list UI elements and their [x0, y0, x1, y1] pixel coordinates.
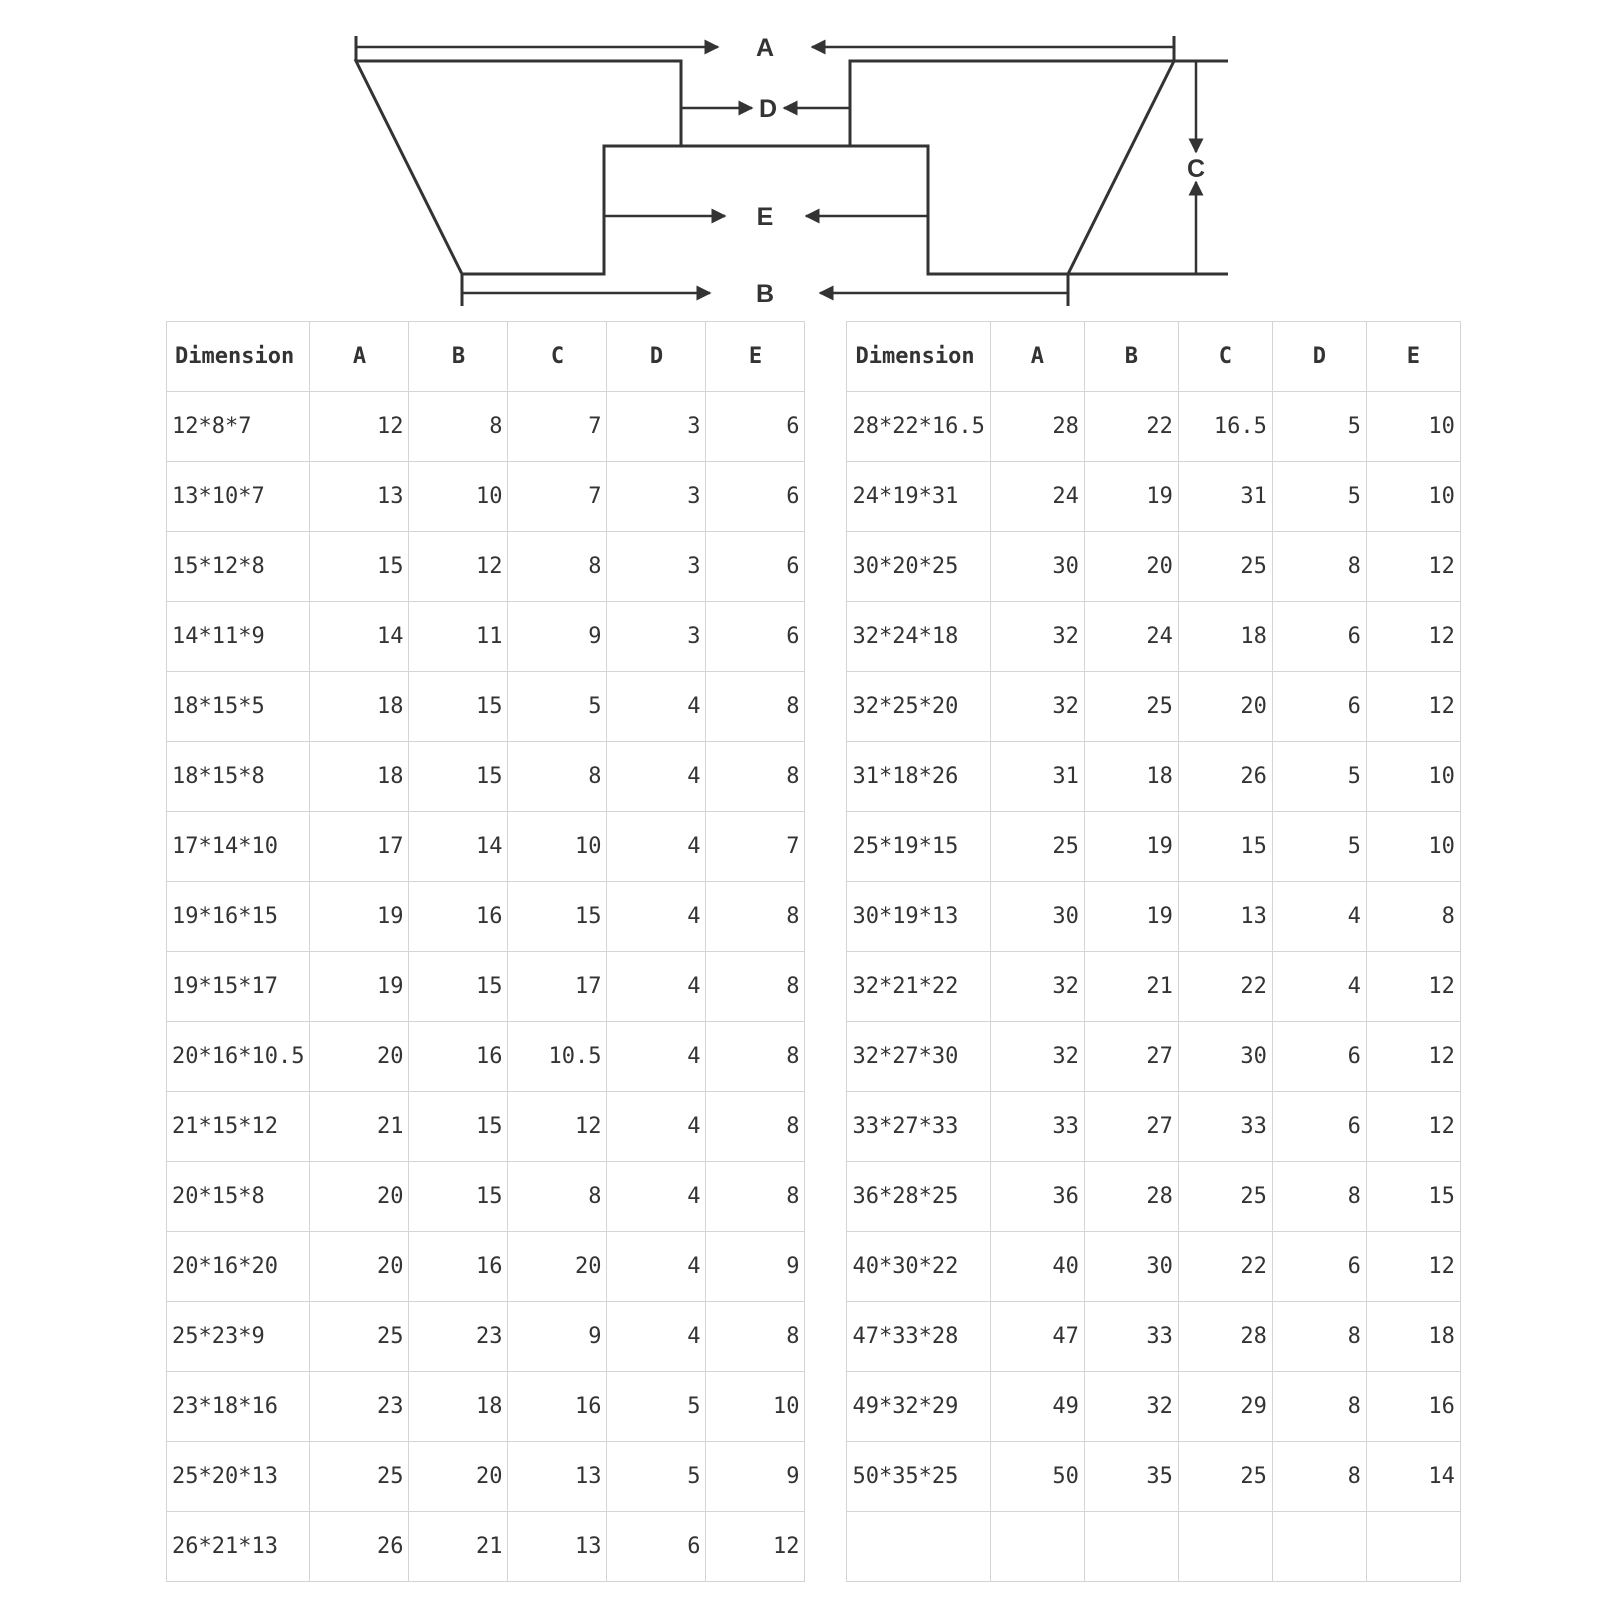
table-gap-cell — [805, 1302, 847, 1372]
dimension-cell: 32*25*20 — [847, 672, 990, 742]
value-cell: 24 — [990, 462, 1084, 532]
value-cell: 13 — [508, 1442, 607, 1512]
header-b-left: B — [409, 322, 508, 392]
value-cell: 19 — [1084, 462, 1178, 532]
header-d-right: D — [1272, 322, 1366, 392]
table-gap-cell — [805, 952, 847, 1022]
value-cell — [1366, 1512, 1460, 1582]
value-cell: 25 — [990, 812, 1084, 882]
table-row — [167, 742, 1461, 812]
value-cell: 5 — [1272, 742, 1366, 812]
header-a-left: A — [310, 322, 409, 392]
value-cell: 9 — [706, 1442, 805, 1512]
value-cell: 12 — [1366, 602, 1460, 672]
value-cell: 32 — [990, 952, 1084, 1022]
value-cell: 25 — [310, 1302, 409, 1372]
table-row — [167, 1022, 1461, 1092]
value-cell: 14 — [1366, 1442, 1460, 1512]
header-b-right: B — [1084, 322, 1178, 392]
value-cell: 12 — [1366, 1092, 1460, 1162]
value-cell: 25 — [310, 1442, 409, 1512]
dimension-cell: 19*16*15 — [167, 882, 310, 952]
label-c: C — [1186, 155, 1206, 183]
value-cell: 20 — [1178, 672, 1272, 742]
dimension-cell: 20*16*20 — [167, 1232, 310, 1302]
value-cell: 7 — [508, 392, 607, 462]
value-cell: 10 — [409, 462, 508, 532]
value-cell: 12 — [409, 532, 508, 602]
dimension-cell: 25*23*9 — [167, 1302, 310, 1372]
value-cell: 5 — [1272, 392, 1366, 462]
value-cell: 18 — [310, 742, 409, 812]
value-cell: 7 — [508, 462, 607, 532]
value-cell: 4 — [607, 742, 706, 812]
table-row — [167, 952, 1461, 1022]
value-cell: 9 — [508, 1302, 607, 1372]
value-cell: 29 — [1178, 1372, 1272, 1442]
value-cell: 8 — [1272, 532, 1366, 602]
table-row — [167, 462, 1461, 532]
value-cell: 10 — [508, 812, 607, 882]
table-gap-cell — [805, 1022, 847, 1092]
dimension-cell: 25*20*13 — [167, 1442, 310, 1512]
value-cell: 5 — [607, 1372, 706, 1442]
value-cell: 50 — [990, 1442, 1084, 1512]
dimension-cell: 30*19*13 — [847, 882, 990, 952]
label-b: B — [755, 280, 775, 308]
value-cell: 8 — [508, 742, 607, 812]
value-cell: 8 — [706, 1092, 805, 1162]
header-c-right: C — [1178, 322, 1272, 392]
value-cell: 13 — [310, 462, 409, 532]
value-cell: 15 — [1178, 812, 1272, 882]
table-row — [167, 602, 1461, 672]
value-cell: 8 — [508, 1162, 607, 1232]
header-row — [167, 322, 1461, 392]
value-cell: 10 — [1366, 392, 1460, 462]
value-cell: 19 — [310, 952, 409, 1022]
value-cell: 19 — [1084, 812, 1178, 882]
dimension-cell: 15*12*8 — [167, 532, 310, 602]
table-row — [167, 1092, 1461, 1162]
value-cell: 11 — [409, 602, 508, 672]
value-cell: 33 — [1178, 1092, 1272, 1162]
value-cell: 9 — [706, 1232, 805, 1302]
table-row — [167, 392, 1461, 462]
value-cell: 21 — [310, 1092, 409, 1162]
header-dimension-right: Dimension — [847, 322, 990, 392]
dimension-cell: 21*15*12 — [167, 1092, 310, 1162]
value-cell: 12 — [1366, 1022, 1460, 1092]
table-gap-cell — [805, 1162, 847, 1232]
value-cell: 40 — [990, 1232, 1084, 1302]
value-cell: 3 — [607, 392, 706, 462]
value-cell: 21 — [1084, 952, 1178, 1022]
value-cell: 15 — [508, 882, 607, 952]
table-row — [167, 1302, 1461, 1372]
value-cell: 30 — [1178, 1022, 1272, 1092]
dimension-cell: 26*21*13 — [167, 1512, 310, 1582]
value-cell: 4 — [607, 812, 706, 882]
header-dimension-left: Dimension — [167, 322, 310, 392]
value-cell: 18 — [1084, 742, 1178, 812]
value-cell: 7 — [706, 812, 805, 882]
dimension-cell: 18*15*8 — [167, 742, 310, 812]
value-cell: 32 — [990, 1022, 1084, 1092]
value-cell: 33 — [990, 1092, 1084, 1162]
table-row — [167, 1372, 1461, 1442]
value-cell: 47 — [990, 1302, 1084, 1372]
value-cell: 14 — [310, 602, 409, 672]
table-gap-cell — [805, 1092, 847, 1162]
dimension-cell: 50*35*25 — [847, 1442, 990, 1512]
value-cell: 6 — [1272, 1022, 1366, 1092]
value-cell: 12 — [706, 1512, 805, 1582]
value-cell: 16 — [508, 1372, 607, 1442]
value-cell: 22 — [1178, 952, 1272, 1022]
value-cell: 24 — [1084, 602, 1178, 672]
table-gap-cell — [805, 812, 847, 882]
value-cell: 15 — [409, 952, 508, 1022]
dimension-cell: 28*22*16.5 — [847, 392, 990, 462]
value-cell: 6 — [1272, 1092, 1366, 1162]
value-cell: 12 — [310, 392, 409, 462]
value-cell: 20 — [310, 1232, 409, 1302]
value-cell: 28 — [990, 392, 1084, 462]
value-cell: 18 — [1178, 602, 1272, 672]
table-gap-cell — [805, 1442, 847, 1512]
value-cell: 17 — [310, 812, 409, 882]
value-cell: 4 — [1272, 952, 1366, 1022]
value-cell: 27 — [1084, 1092, 1178, 1162]
value-cell: 26 — [310, 1512, 409, 1582]
value-cell: 17 — [508, 952, 607, 1022]
value-cell: 4 — [607, 1302, 706, 1372]
value-cell: 20 — [1084, 532, 1178, 602]
table-gap-cell — [805, 392, 847, 462]
label-e: E — [756, 203, 774, 231]
header-e-left: E — [706, 322, 805, 392]
table-gap-cell — [805, 602, 847, 672]
value-cell: 16 — [409, 1022, 508, 1092]
value-cell: 13 — [508, 1512, 607, 1582]
table-body — [167, 392, 1461, 1582]
value-cell: 8 — [409, 392, 508, 462]
table-gap-cell — [805, 1512, 847, 1582]
value-cell: 30 — [990, 882, 1084, 952]
value-cell: 6 — [706, 602, 805, 672]
dimension-cell: 20*16*10.5 — [167, 1022, 310, 1092]
value-cell: 8 — [1272, 1442, 1366, 1512]
table-gap-cell — [805, 532, 847, 602]
value-cell: 6 — [1272, 672, 1366, 742]
table-gap-cell — [805, 462, 847, 532]
value-cell: 10 — [1366, 812, 1460, 882]
header-c-left: C — [508, 322, 607, 392]
value-cell: 27 — [1084, 1022, 1178, 1092]
dimension-cell: 13*10*7 — [167, 462, 310, 532]
table-gap-cell — [805, 672, 847, 742]
table-row — [167, 812, 1461, 882]
part-outline — [356, 61, 1174, 274]
dimension-cell — [847, 1512, 990, 1582]
value-cell: 4 — [607, 1162, 706, 1232]
value-cell: 33 — [1084, 1302, 1178, 1372]
value-cell: 16 — [1366, 1372, 1460, 1442]
value-cell: 3 — [607, 532, 706, 602]
value-cell: 20 — [508, 1232, 607, 1302]
table-row — [167, 1162, 1461, 1232]
value-cell: 8 — [508, 532, 607, 602]
dimension-cell: 30*20*25 — [847, 532, 990, 602]
dimension-cell: 23*18*16 — [167, 1372, 310, 1442]
label-a: A — [755, 34, 775, 62]
value-cell: 10.5 — [508, 1022, 607, 1092]
value-cell: 6 — [706, 392, 805, 462]
dimension-cell: 14*11*9 — [167, 602, 310, 672]
table-gap-cell — [805, 742, 847, 812]
table-row — [167, 1442, 1461, 1512]
table-gap-cell — [805, 882, 847, 952]
value-cell: 30 — [990, 532, 1084, 602]
value-cell: 8 — [1366, 882, 1460, 952]
value-cell: 16.5 — [1178, 392, 1272, 462]
dimension-cell: 49*32*29 — [847, 1372, 990, 1442]
value-cell: 19 — [1084, 882, 1178, 952]
value-cell: 8 — [706, 672, 805, 742]
dimension-cell: 32*21*22 — [847, 952, 990, 1022]
value-cell: 32 — [990, 672, 1084, 742]
value-cell: 6 — [706, 462, 805, 532]
value-cell — [1084, 1512, 1178, 1582]
value-cell: 12 — [1366, 1232, 1460, 1302]
value-cell: 25 — [1178, 532, 1272, 602]
value-cell: 5 — [1272, 462, 1366, 532]
value-cell: 49 — [990, 1372, 1084, 1442]
value-cell: 15 — [310, 532, 409, 602]
value-cell: 4 — [607, 882, 706, 952]
header-e-right: E — [1366, 322, 1460, 392]
value-cell: 28 — [1084, 1162, 1178, 1232]
value-cell: 5 — [607, 1442, 706, 1512]
value-cell: 31 — [1178, 462, 1272, 532]
value-cell: 8 — [1272, 1162, 1366, 1232]
table-gap-cell — [805, 1232, 847, 1302]
value-cell: 20 — [409, 1442, 508, 1512]
value-cell: 4 — [607, 1092, 706, 1162]
value-cell: 26 — [1178, 742, 1272, 812]
table-row — [167, 532, 1461, 602]
table-row — [167, 882, 1461, 952]
dimension-cell: 31*18*26 — [847, 742, 990, 812]
value-cell: 16 — [409, 882, 508, 952]
dimension-cell: 36*28*25 — [847, 1162, 990, 1232]
value-cell: 9 — [508, 602, 607, 672]
dimension-cell: 24*19*31 — [847, 462, 990, 532]
value-cell: 4 — [607, 1232, 706, 1302]
value-cell: 15 — [409, 672, 508, 742]
value-cell: 3 — [607, 462, 706, 532]
value-cell: 20 — [310, 1162, 409, 1232]
value-cell: 23 — [409, 1302, 508, 1372]
value-cell: 4 — [607, 672, 706, 742]
value-cell: 10 — [1366, 742, 1460, 812]
value-cell: 3 — [607, 602, 706, 672]
table-row — [167, 672, 1461, 742]
value-cell: 22 — [1084, 392, 1178, 462]
value-cell: 25 — [1178, 1442, 1272, 1512]
dimension-cell: 19*15*17 — [167, 952, 310, 1022]
value-cell: 15 — [1366, 1162, 1460, 1232]
value-cell: 13 — [1178, 882, 1272, 952]
value-cell: 30 — [1084, 1232, 1178, 1302]
value-cell: 15 — [409, 1162, 508, 1232]
dimension-diagram — [0, 0, 1600, 320]
table-row — [167, 1232, 1461, 1302]
dimension-cell: 25*19*15 — [847, 812, 990, 882]
dimension-cell: 40*30*22 — [847, 1232, 990, 1302]
value-cell: 15 — [409, 1092, 508, 1162]
dimension-cell: 47*33*28 — [847, 1302, 990, 1372]
dimension-cell: 20*15*8 — [167, 1162, 310, 1232]
value-cell: 31 — [990, 742, 1084, 812]
value-cell — [990, 1512, 1084, 1582]
value-cell: 12 — [1366, 952, 1460, 1022]
value-cell: 21 — [409, 1512, 508, 1582]
dimension-cell: 17*14*10 — [167, 812, 310, 882]
value-cell: 18 — [409, 1372, 508, 1442]
value-cell — [1178, 1512, 1272, 1582]
value-cell: 12 — [508, 1092, 607, 1162]
value-cell: 12 — [1366, 532, 1460, 602]
label-d: D — [758, 95, 778, 123]
dimension-cell: 32*24*18 — [847, 602, 990, 672]
value-cell: 22 — [1178, 1232, 1272, 1302]
value-cell: 25 — [1178, 1162, 1272, 1232]
value-cell: 5 — [508, 672, 607, 742]
table-row — [167, 1512, 1461, 1582]
dimension-cell: 12*8*7 — [167, 392, 310, 462]
value-cell: 8 — [706, 1162, 805, 1232]
value-cell: 8 — [706, 742, 805, 812]
value-cell: 12 — [1366, 672, 1460, 742]
value-cell: 8 — [706, 882, 805, 952]
dimension-cell: 18*15*5 — [167, 672, 310, 742]
value-cell: 15 — [409, 742, 508, 812]
value-cell: 18 — [310, 672, 409, 742]
value-cell: 32 — [1084, 1372, 1178, 1442]
header-a-right: A — [990, 322, 1084, 392]
value-cell: 6 — [607, 1512, 706, 1582]
value-cell: 10 — [1366, 462, 1460, 532]
value-cell: 10 — [706, 1372, 805, 1442]
value-cell: 5 — [1272, 812, 1366, 882]
value-cell: 8 — [1272, 1302, 1366, 1372]
value-cell: 8 — [1272, 1372, 1366, 1442]
value-cell: 14 — [409, 812, 508, 882]
value-cell: 4 — [607, 952, 706, 1022]
value-cell: 6 — [1272, 1232, 1366, 1302]
table-gap-cell — [805, 1372, 847, 1442]
dimension-table — [166, 321, 1461, 1582]
value-cell: 6 — [706, 532, 805, 602]
value-cell: 8 — [706, 1022, 805, 1092]
value-cell: 19 — [310, 882, 409, 952]
header-d-left: D — [607, 322, 706, 392]
value-cell: 28 — [1178, 1302, 1272, 1372]
value-cell: 4 — [607, 1022, 706, 1092]
value-cell — [1272, 1512, 1366, 1582]
dimension-cell: 32*27*30 — [847, 1022, 990, 1092]
value-cell: 25 — [1084, 672, 1178, 742]
value-cell: 35 — [1084, 1442, 1178, 1512]
value-cell: 6 — [1272, 602, 1366, 672]
value-cell: 8 — [706, 1302, 805, 1372]
value-cell: 16 — [409, 1232, 508, 1302]
value-cell: 4 — [1272, 882, 1366, 952]
value-cell: 23 — [310, 1372, 409, 1442]
table-gap-cell — [805, 322, 847, 392]
value-cell: 32 — [990, 602, 1084, 672]
value-cell: 36 — [990, 1162, 1084, 1232]
value-cell: 18 — [1366, 1302, 1460, 1372]
dimension-cell: 33*27*33 — [847, 1092, 990, 1162]
value-cell: 8 — [706, 952, 805, 1022]
value-cell: 20 — [310, 1022, 409, 1092]
